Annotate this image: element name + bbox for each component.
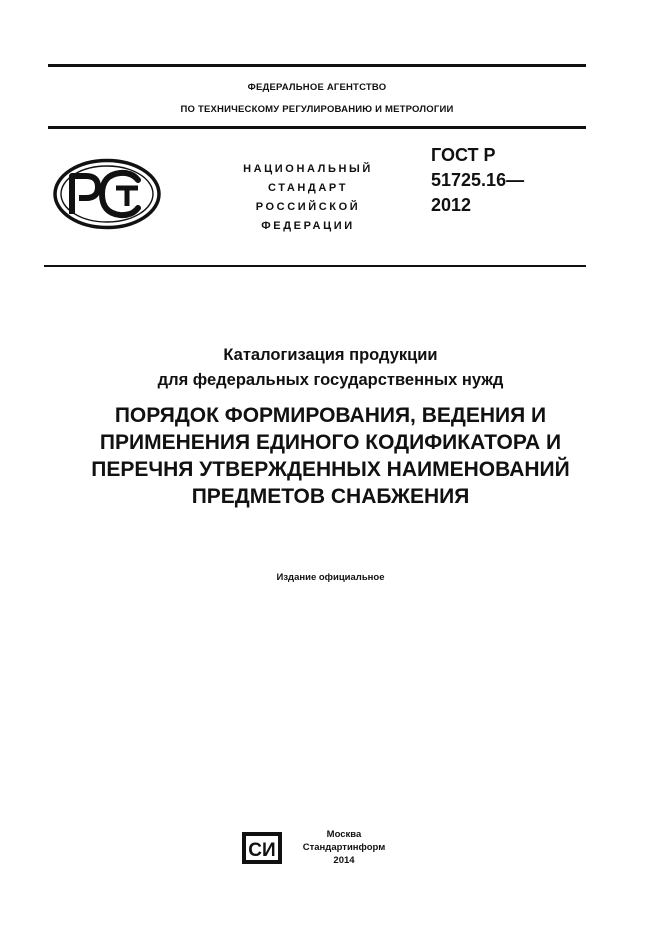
national-standard-line: РОССИЙСКОЙ bbox=[255, 201, 361, 213]
publication-year: 2014 bbox=[333, 855, 355, 866]
publisher-city: Москва bbox=[326, 829, 362, 840]
agency-name-line-1: ФЕДЕРАЛЬНОЕ АГЕНТСТВО bbox=[247, 82, 387, 93]
standartinform-logo-icon bbox=[240, 830, 284, 866]
subtitle-line: для федеральных государственных нужд bbox=[157, 371, 504, 389]
publisher-name: Стандартинформ bbox=[302, 842, 386, 853]
official-edition-label: Издание официальное bbox=[276, 572, 385, 583]
title-line: ПОРЯДОК ФОРМИРОВАНИЯ, ВЕДЕНИЯ И bbox=[114, 404, 547, 427]
document-subtitle bbox=[40, 343, 621, 393]
national-standard-line: ФЕДЕРАЦИИ bbox=[261, 220, 355, 232]
designation-line: 2012 bbox=[431, 195, 472, 215]
national-standard-label bbox=[228, 160, 388, 236]
agency-name-line-2: ПО ТЕХНИЧЕСКОМУ РЕГУЛИРОВАНИЮ И МЕТРОЛОГИИ bbox=[180, 104, 454, 115]
publisher-logo-letters: СИ bbox=[248, 840, 276, 861]
title-line: ПЕРЕЧНЯ УТВЕРЖДЕННЫХ НАИМЕНОВАНИЙ bbox=[91, 458, 570, 481]
designation-line: ГОСТ Р bbox=[431, 145, 496, 165]
title-line: ПРИМЕНЕНИЯ ЕДИНОГО КОДИФИКАТОРА И bbox=[99, 431, 562, 454]
publisher-info bbox=[292, 828, 396, 867]
document-title bbox=[30, 402, 631, 510]
title-line: ПРЕДМЕТОВ СНАБЖЕНИЯ bbox=[191, 485, 470, 508]
standard-block-divider bbox=[44, 265, 586, 267]
subtitle-line: Каталогизация продукции bbox=[223, 346, 438, 364]
national-standard-line: НАЦИОНАЛЬНЫЙ bbox=[243, 163, 373, 175]
top-rule bbox=[48, 64, 586, 67]
national-standard-line: СТАНДАРТ bbox=[267, 182, 349, 194]
header-divider bbox=[48, 126, 586, 129]
rst-certification-mark-icon bbox=[52, 158, 162, 230]
designation-line: 51725.16— bbox=[431, 170, 525, 190]
standard-designation bbox=[431, 143, 581, 218]
